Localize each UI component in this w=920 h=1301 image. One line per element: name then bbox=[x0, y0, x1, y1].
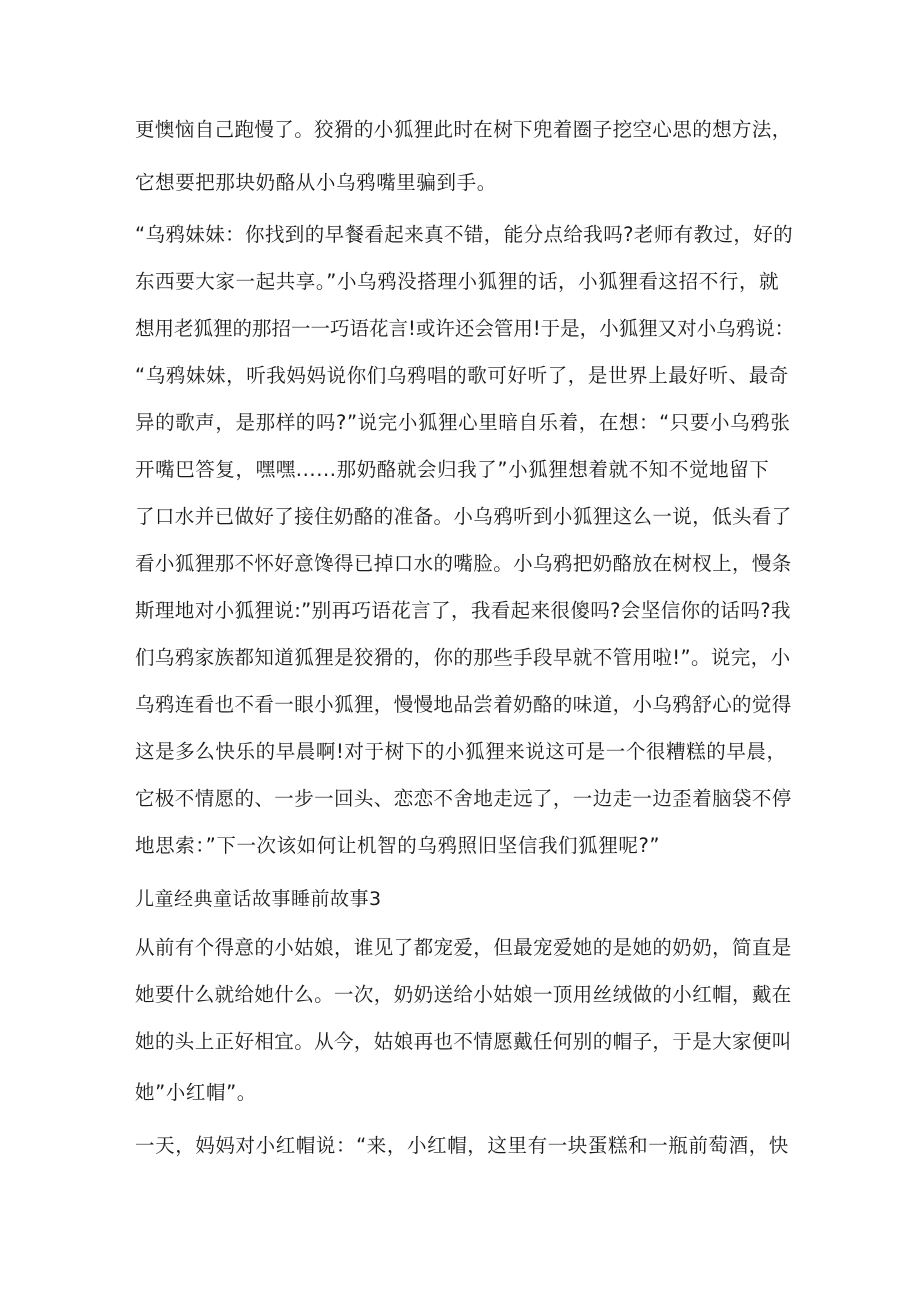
paragraph-line: 斯理地对小狐狸说:”别再巧语花言了，我看起来很傻吗?会坚信你的话吗?我 bbox=[135, 599, 791, 622]
paragraph-line: 它极不情愿的、一步一回头、恋恋不舍地走远了，一边走一边歪着脑袋不停 bbox=[135, 787, 792, 810]
paragraph-line: 她”小红帽”。 bbox=[135, 1081, 257, 1104]
paragraph-line: 看小狐狸那不怀好意馋得已掉口水的嘴脸。小乌鸦把奶酪放在树杈上，慢条 bbox=[135, 552, 792, 575]
paragraph-line: 更懊恼自己跑慢了。狡猾的小狐狸此时在树下兜着圈子挖空心思的想方法， bbox=[135, 118, 792, 141]
paragraph-line: 她要什么就给她什么。一次，奶奶送给小姑娘一顶用丝绒做的小红帽，戴在 bbox=[135, 983, 792, 1006]
paragraph-line: 想用老狐狸的那招一一巧语花言!或许还会管用!于是，小狐狸又对小乌鸦说： bbox=[135, 317, 795, 340]
paragraph-line: 地思索：”下一次该如何让机智的乌鸦照旧坚信我们狐狸呢?” bbox=[135, 834, 661, 857]
paragraph-line: 了口水并已做好了接住奶酪的准备。小乌鸦听到小狐狸这么一说，低头看了 bbox=[135, 505, 792, 528]
paragraph-line: 们乌鸦家族都知道狐狸是狡猾的，你的那些手段早就不管用啦!”。说完，小 bbox=[135, 646, 791, 669]
paragraph-line: 东西要大家一起共享。”小乌鸦没搭理小狐狸的话，小狐狸看这招不行，就 bbox=[135, 270, 780, 293]
paragraph-line: 异的歌声，是那样的吗?”说完小狐狸心里暗自乐着，在想：“只要小乌鸦张 bbox=[135, 411, 791, 434]
paragraph-line: 从前有个得意的小姑娘，谁见了都宠爱，但最宠爱她的是她的奶奶，简直是 bbox=[135, 936, 792, 959]
paragraph-line: 这是多么快乐的早晨啊!对于树下的小狐狸来说这可是一个很糟糕的早晨， bbox=[135, 740, 787, 763]
paragraph-line: 她的头上正好相宜。从今，姑娘再也不情愿戴任何别的帽子，于是大家便叫 bbox=[135, 1030, 792, 1053]
paragraph-line: 乌鸦连看也不看一眼小狐狸，慢慢地品尝着奶酪的味道，小乌鸦舒心的觉得 bbox=[135, 693, 792, 716]
section-heading: 儿童经典童话故事睡前故事3 bbox=[135, 888, 382, 910]
paragraph-line: 开嘴巴答复，嘿嘿......那奶酪就会归我了”小狐狸想着就不知不觉地留下 bbox=[135, 458, 770, 481]
paragraph-line: 它想要把那块奶酪从小乌鸦嘴里骗到手。 bbox=[135, 171, 497, 194]
paragraph-line: “乌鸦妹妹，听我妈妈说你们乌鸦唱的歌可好听了，是世界上最好听、最奇 bbox=[135, 364, 789, 387]
paragraph-line: “乌鸦妹妹：你找到的早餐看起来真不错，能分点给我吗?老师有教过，好的 bbox=[135, 223, 794, 246]
paragraph-line: 一天，妈妈对小红帽说：“来，小红帽，这里有一块蛋糕和一瓶前萄酒，快 bbox=[135, 1134, 789, 1157]
